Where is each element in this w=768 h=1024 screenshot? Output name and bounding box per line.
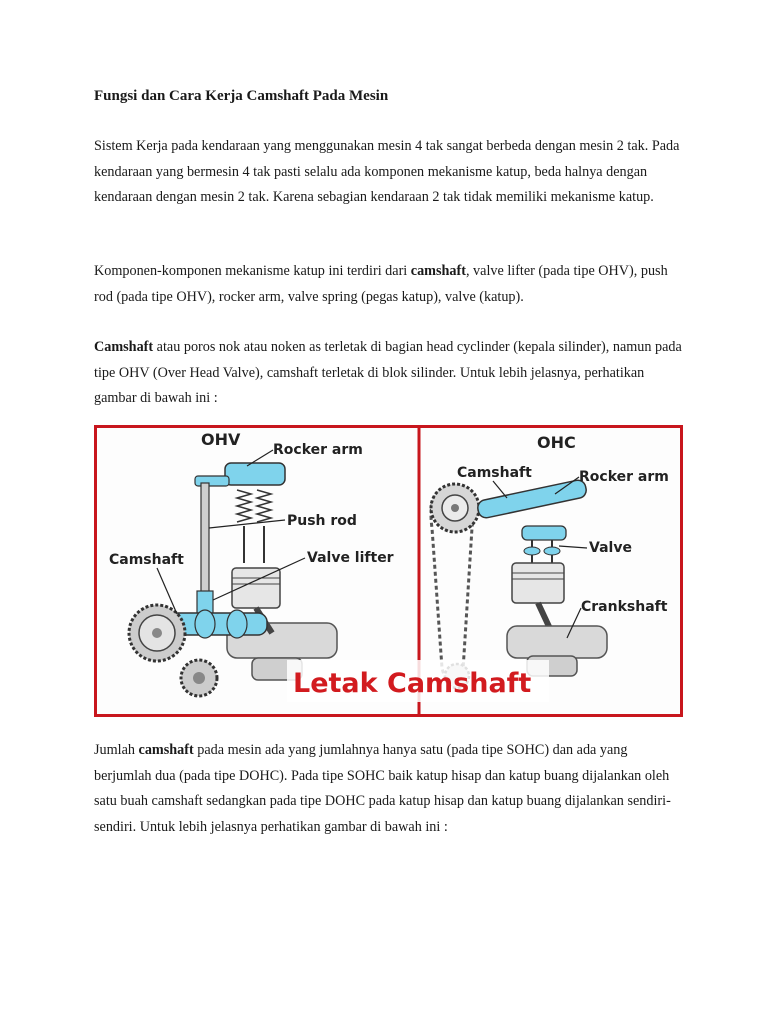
text-run: , valve lifter (pada tipe OHV), push rod (pada tipe OHV), rocker arm, valve spring (pegas katup), valve (katup).	[94, 263, 668, 305]
paragraph-camshaft-count	[94, 738, 684, 840]
label-camshaft-ohc: Camshaft	[457, 465, 532, 481]
label-valve-lifter: Valve lifter	[307, 550, 394, 566]
page-title: Fungsi dan Cara Kerja Camshaft Pada Mesin	[94, 88, 389, 104]
text-run: atau poros nok atau noken as terletak di bagian head cyclinder (kepala silinder), namun pada tipe OHV (Over Head Valve), camshaft terletak di blok silinder. Untuk lebih jelasnya, perhatikan gambar di bawah ini :	[94, 339, 682, 406]
figure-caption: Letak Camshaft	[293, 668, 532, 699]
paragraph-intro: Sistem Kerja pada kendaraan yang menggunakan mesin 4 tak sangat berbeda dengan mesin 2 tak. Pada kendaraan yang bermesin 4 tak pasti selalu ada komponen mekanisme katup, beda halnya dengan kendaraan dengan mesin 2 tak. Karena sebagian kendaraan 2 tak tidak memiliki mekanisme katup.	[94, 138, 680, 205]
bold-term: camshaft	[138, 742, 194, 758]
paragraph-camshaft-location	[94, 335, 684, 412]
engine-diagram	[97, 428, 680, 714]
text-run: Komponen-komponen mekanisme katup ini terdiri dari	[94, 263, 411, 279]
label-valve: Valve	[589, 540, 632, 556]
ohc-engine-illustration	[431, 479, 607, 688]
label-rocker-arm: Rocker arm	[273, 442, 363, 458]
bold-term: Camshaft	[94, 339, 154, 355]
text-run: pada mesin ada yang jumlahnya hanya satu (pada tipe SOHC) dan ada yang berjumlah dua (pada tipe DOHC). Pada tipe SOHC baik katup hisap dan katup buang dijalankan oleh satu buah camshaft sedangkan pada tipe DOHC pada katup hisap dan katup buang dijalankan sendiri-sendiri. Untuk lebih jelasnya perhatikan gambar di bawah ini :	[94, 742, 671, 835]
ohc-title: OHC	[537, 433, 576, 452]
text-run: Jumlah	[94, 742, 139, 758]
ohv-title: OHV	[201, 430, 241, 449]
figure-camshaft-location	[94, 425, 683, 717]
label-camshaft-ohv: Camshaft	[109, 552, 184, 568]
label-crankshaft: Crankshaft	[581, 599, 668, 615]
bold-term: camshaft	[410, 263, 466, 279]
label-rocker-arm-ohc: Rocker arm	[579, 469, 669, 485]
paragraph-components	[94, 259, 684, 310]
label-push-rod: Push rod	[287, 513, 357, 529]
